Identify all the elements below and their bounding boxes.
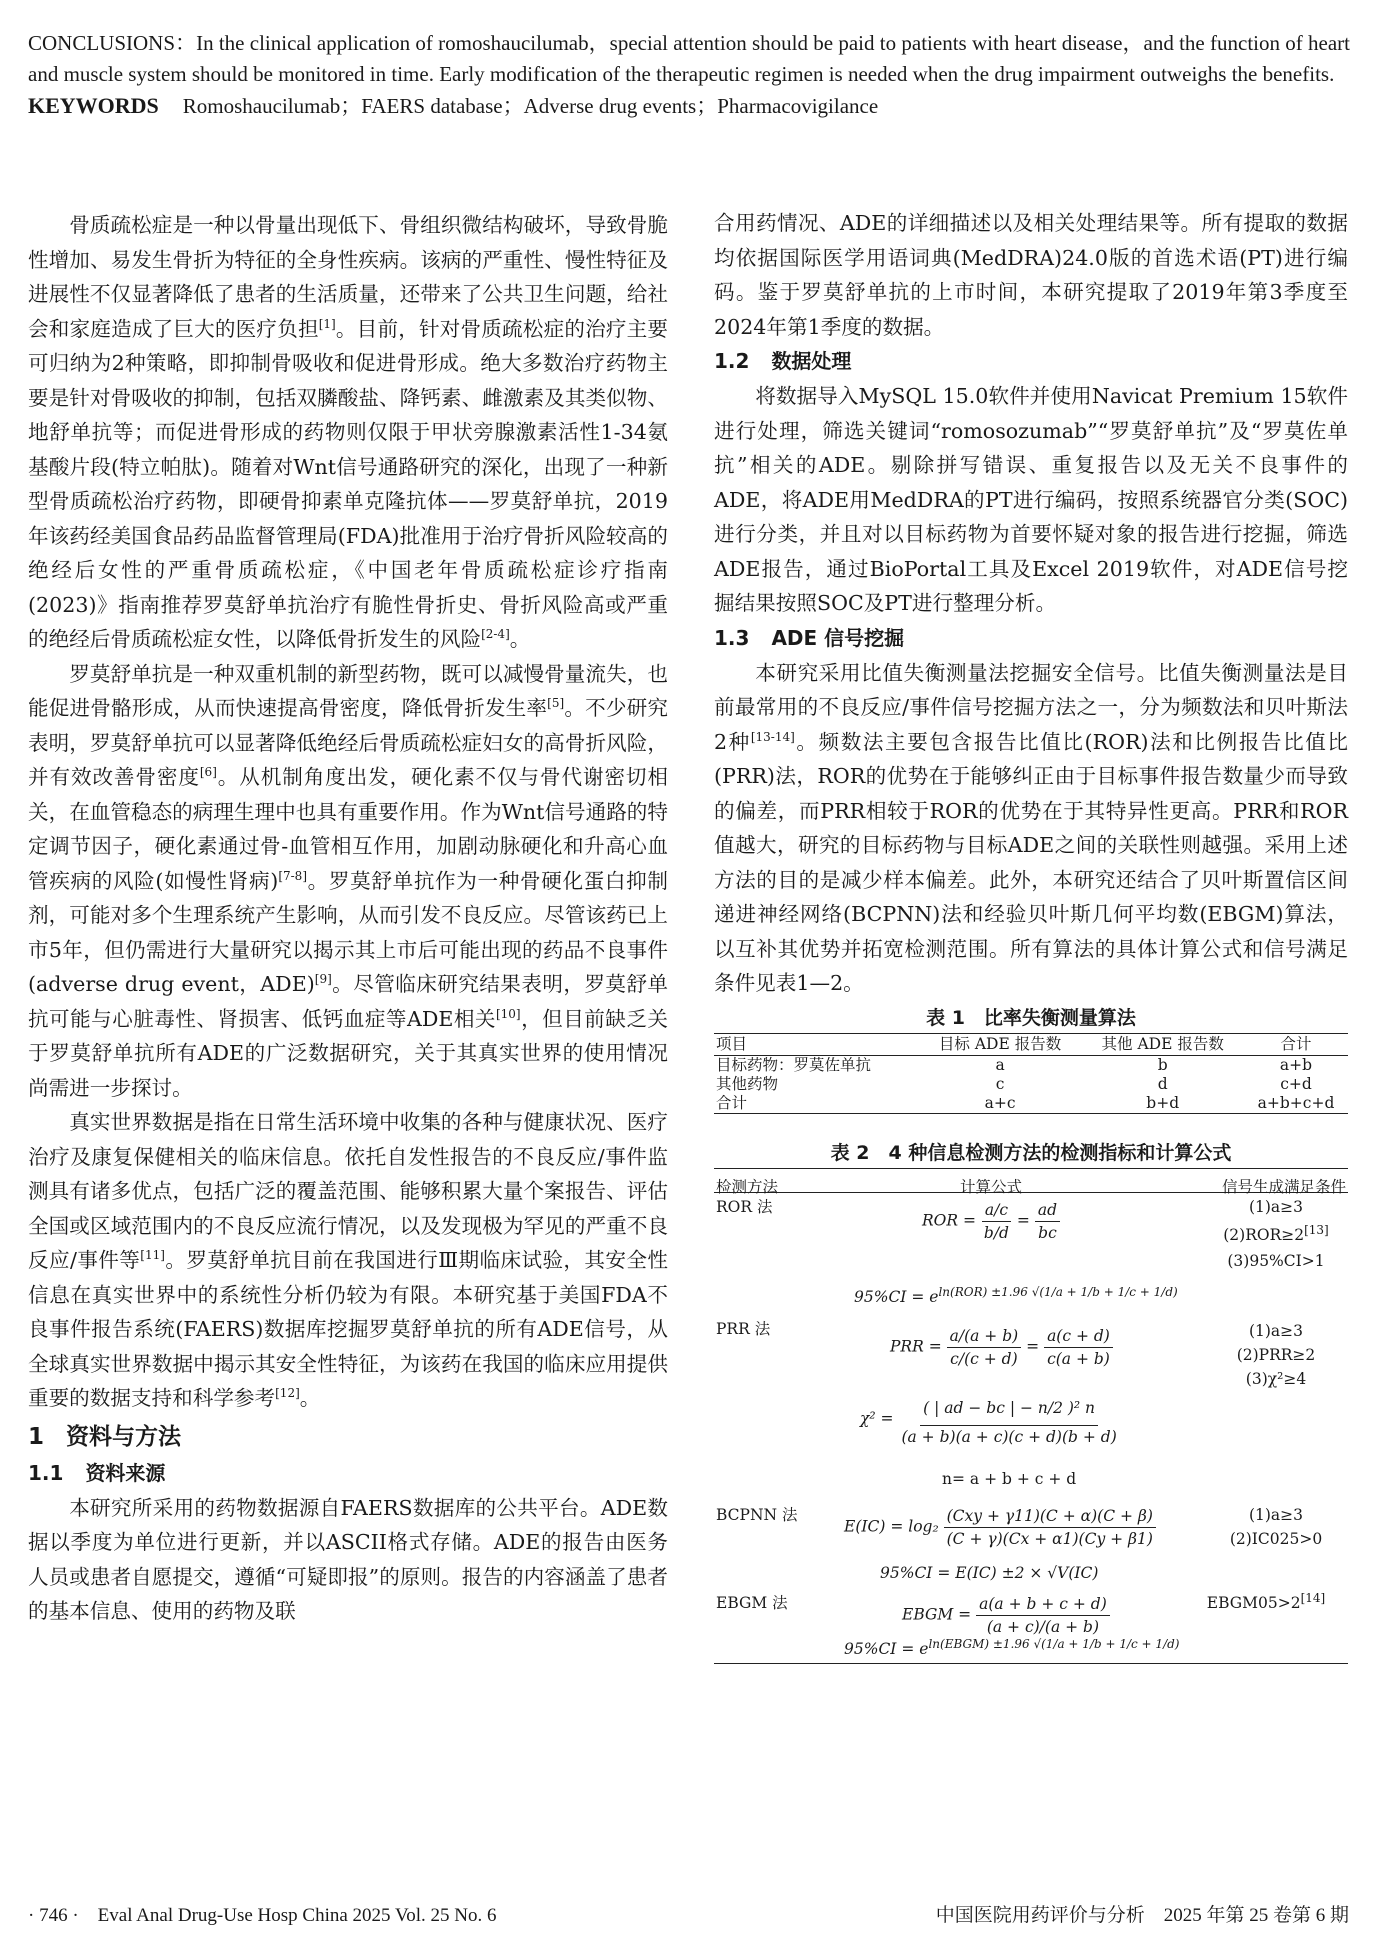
denominator: c(a + b) (1047, 1349, 1110, 1368)
ebgm-formula (902, 1593, 1110, 1638)
intro-paragraph-3 (28, 1105, 668, 1416)
formula-lhs: 95%CI = e (844, 1639, 929, 1658)
text-run: 。尽管临床研究结果表明，罗莫舒单抗可能与心脏毒性、肾损害、低钙血症等ADE相关 (28, 972, 669, 1031)
chi-square-formula (860, 1391, 1120, 1448)
english-abstract (28, 28, 1350, 122)
denominator: b/d (983, 1223, 1009, 1242)
data-processing-paragraph: 将数据导入MySQL 15.0软件并使用Navicat Premium 15软件进行处理，筛选关键词“romosozumab”“罗莫舒单抗”及“罗莫佐单抗”相关的ADE。剔除拼写错误、重复报告以及无关不良事件的ADE，将ADE用MedDRA的PT进行编码，按照系统器官分类(SOC)进行分类，并且对以目标药物为首要怀疑对象的报告进行挖掘，筛选ADE报告，通过BioPortal工具及Excel 2019软件，对ADE信号挖掘结果按照SOC及PT进行整理分析。 (714, 384, 1348, 615)
table-cell: a+b+c+d (1244, 1094, 1348, 1114)
ror-formula (922, 1199, 1060, 1244)
text-run: ，但目前缺乏关于罗莫舒单抗所有ADE的广泛数据研究，关于其真实世界的使用情况尚需进一步探讨。 (28, 1006, 669, 1100)
ror-ci-formula (854, 1284, 1178, 1307)
intro-paragraph-1 (28, 208, 668, 657)
formula-lhs: 95%CI = e (854, 1287, 939, 1306)
method-bcpnn-label: BCPNN 法 (716, 1505, 798, 1524)
numerator: a(a + b + c + d) (976, 1593, 1110, 1616)
signal-mining-paragraph (714, 656, 1348, 1001)
table-header-cell: 目标 ADE 报告数 (919, 1033, 1082, 1055)
text-run: 。 (299, 1386, 321, 1410)
table-2-title: 表 2 4 种信息检测方法的检测指标和计算公式 (830, 1141, 1232, 1164)
keywords-line (28, 90, 1350, 122)
fraction (898, 1391, 1119, 1448)
citation: [2-4] (481, 627, 510, 642)
keywords-label: KEYWORDS (28, 93, 159, 118)
denominator: bc (1038, 1223, 1057, 1242)
fraction (947, 1325, 1022, 1370)
fraction (1035, 1199, 1060, 1244)
section-heading-1-1 (28, 1456, 668, 1491)
text-run: 。从机制角度出发，硬化素不仅与骨代谢密切相关，在血管稳态的病理生理中也具有重要作用。作为Wnt信号通路的特定调节因子，硬化素通过骨-血管相互作用，加剧动脉硬化和升高心血管疾病的风险(如慢性肾病) (28, 765, 669, 893)
ror-conditions (1216, 1197, 1336, 1271)
data-source-paragraph: 本研究所采用的药物数据源自FAERS数据库的公共平台。ADE数据以季度为单位进行更新，并以ASCII格式存储。ADE的报告由医务人员或患者自愿提交，遵循“可疑即报”的原则。报告的内容涵盖了患者的基本信息、使用的药物及联 (28, 1495, 668, 1623)
table-cell: a+b (1279, 1055, 1313, 1074)
bcpnn-ci-formula: 95%CI = E(IC) ±2 × √V(IC) (880, 1563, 1099, 1582)
method-ebgm-label: EBGM 法 (716, 1593, 788, 1612)
intro-paragraph-2 (28, 657, 668, 1106)
keywords-text: Romoshaucilumab；FAERS database；Adverse drug events；Pharmacovigilance (182, 94, 879, 118)
formula-lhs: PRR = (890, 1337, 942, 1355)
citation: [7-8] (278, 868, 307, 883)
footer-left: · 746 · Eval Anal Drug-Use Hosp China 2025 Vol. 25 No. 6 (28, 1905, 497, 1926)
table-header-cell: 项目 (714, 1033, 919, 1055)
ebgm-conditions (1196, 1590, 1336, 1613)
formula-lhs: ROR = (922, 1211, 976, 1229)
table-row (714, 1094, 1348, 1114)
condition-text: (2)ROR≥2 (1223, 1225, 1305, 1244)
table-cell: 目标药物：罗莫佐单抗 (716, 1055, 872, 1074)
condition: (3)95%CI>1 (1227, 1251, 1325, 1270)
conclusions-label: CONCLUSIONS (28, 31, 176, 55)
method-prr-label: PRR 法 (716, 1319, 771, 1338)
table-header-cell: 检测方法 (716, 1177, 779, 1196)
formula-lhs: χ² = (860, 1409, 894, 1427)
condition-text: EBGM05>2 (1206, 1593, 1301, 1612)
table-cell: b (1157, 1055, 1168, 1074)
table-cell: b+d (1081, 1094, 1244, 1114)
condition: (2)PRR≥2 (1236, 1345, 1316, 1364)
ebgm-ci-formula (844, 1636, 1180, 1659)
text-run: 。罗莫舒单抗目前在我国进行Ⅲ期临床试验，其安全性信息在真实世界中的系统性分析仍较为有限。本研究基于美国FDA不良事件报告系统(FAERS)数据库挖掘罗莫舒单抗的所有ADE信号，从全球真实世界数据中揭示其安全性特征，为该药在我国的临床应用提供重要的数据支持和科学参考 (28, 1248, 668, 1410)
table-cell: a (995, 1055, 1005, 1074)
table-cell: 合计 (714, 1094, 919, 1114)
n-definition: n= a + b + c + d (942, 1469, 1077, 1488)
formula-lhs: E(IC) = log₂ (844, 1517, 939, 1535)
denominator: c/(c + d) (950, 1349, 1018, 1368)
numerator: ad (1035, 1199, 1060, 1222)
citation: [13] (1304, 1222, 1329, 1237)
table-header-row (714, 1033, 1348, 1055)
table-cell: d (1157, 1074, 1168, 1093)
citation: [13-14] (750, 729, 795, 744)
text-run: 。 (509, 627, 531, 651)
condition: (1)a≥3 (1248, 1197, 1304, 1216)
bcpnn-conditions (1216, 1505, 1336, 1549)
section-title: 资料与方法 (66, 1423, 182, 1450)
fraction (1044, 1325, 1113, 1370)
table-header-cell: 计算公式 (960, 1177, 1023, 1196)
table-cell: c+d (1280, 1074, 1312, 1093)
text-run: 本研究采用比值失衡测量法挖掘安全信号。比值失衡测量法是目前最常用的不良反应/事件信号挖掘方法之一，分为频数法和贝叶斯法2种 (714, 660, 1348, 754)
numerator: a/c (982, 1199, 1011, 1222)
bcpnn-formula (844, 1505, 1156, 1550)
table-header-cell: 其他 ADE 报告数 (1081, 1033, 1244, 1055)
denominator: (a + b)(a + c)(c + d)(b + d) (901, 1427, 1117, 1446)
text-run: 。不少研究表明，罗莫舒单抗可以显著降低绝经后骨质疏松症妇女的高骨折风险，并有效改善骨密度 (28, 696, 669, 789)
citation: [11] (140, 1248, 165, 1263)
conclusions-text: ：In the clinical application of romoshaucilumab，special attention should be paid to patients with heart disease，and the function of heart and muscle system should be monitored in time. Early modification of the therapeutic regimen is needed when the drug impairment outweighs the benefits. (28, 31, 1350, 86)
equals: = (1016, 1211, 1030, 1229)
exponent: ln(EBGM) ±1.96 √(1/a + 1/b + 1/c + 1/d) (928, 1636, 1180, 1651)
prr-conditions (1216, 1321, 1336, 1389)
text-run: 。罗莫舒单抗作为一种骨硬化蛋白抑制剂，可能对多个生理系统产生影响，从而引发不良反应。尽管该药已上市5年，但仍需进行大量研究以揭示其上市后可能出现的药品不良事件(adverse drug event，ADE) (28, 868, 669, 996)
numerator: a(c + d) (1044, 1325, 1113, 1348)
table-header-cell: 信号生成满足条件 (1221, 1177, 1346, 1196)
table-2 (714, 1168, 1348, 1664)
condition (1216, 1222, 1336, 1245)
text-run: 罗莫舒单抗是一种双重机制的新型药物，既可以减慢骨量流失，也能促进骨骼形成，从而快速提高骨密度，降低骨折发生率 (28, 661, 668, 720)
right-column (714, 206, 1348, 1664)
section-heading-1-2 (714, 344, 1348, 379)
numerator: ( | ad − bc | − n/2 )² n (920, 1391, 1098, 1426)
section-title: ADE 信号挖掘 (771, 625, 905, 650)
conclusions-paragraph (28, 28, 1350, 90)
fraction (981, 1199, 1012, 1244)
section-number: 1.3 (714, 625, 750, 650)
table-header-cell: 合计 (1244, 1033, 1348, 1055)
left-column (28, 208, 668, 1629)
method-ror-label: ROR 法 (716, 1197, 773, 1216)
table-1-title: 表 1 比率失衡测量算法 (926, 1006, 1136, 1029)
numerator: a/(a + b) (947, 1325, 1022, 1348)
table-2-header (714, 1169, 1348, 1196)
citation: [5] (547, 696, 565, 711)
condition: (3)χ²≥4 (1245, 1369, 1307, 1388)
citation: [12] (275, 1386, 300, 1401)
citation: [10] (495, 1006, 521, 1021)
condition: (1)a≥3 (1248, 1505, 1304, 1524)
table-cell: 其他药物 (716, 1074, 779, 1093)
condition: (2)IC025>0 (1229, 1529, 1323, 1548)
section-number: 1 (28, 1423, 45, 1450)
numerator: (Cxy + γ11)(C + α)(C + β) (944, 1505, 1156, 1528)
fraction (976, 1593, 1110, 1638)
citation: [6] (199, 765, 217, 780)
condition: (1)a≥3 (1248, 1321, 1304, 1340)
section-heading-1 (28, 1418, 668, 1456)
table-cell: a+c (919, 1094, 1082, 1114)
table-row (714, 1075, 1348, 1094)
denominator: (a + c)/(a + b) (986, 1617, 1100, 1636)
text-run: 。目前，针对骨质疏松症的治疗主要可归纳为2种策略，即抑制骨吸收和促进骨形成。绝大多数治疗药物主要是针对骨吸收的抑制，包括双膦酸盐、降钙素、雌激素及其类似物、地舒单抗等；而促进骨形成的药物则仅限于甲状旁腺激素活性1-34氨基酸片段(特立帕肽)。随着对Wnt信号通路研究的深化，出现了一种新型骨质疏松治疗药物，即硬骨抑素单克隆抗体——罗莫舒单抗，2019年该药经美国食品药品监督管理局(FDA)批准用于治疗骨折风险较高的绝经后女性的严重骨质疏松症，《中国老年骨质疏松症诊疗指南(2023)》指南推荐罗莫舒单抗治疗有脆性骨折史、骨折风险高或严重的绝经后骨质疏松症女性，以降低骨折发生的风险 (28, 316, 668, 651)
text-run: 骨质疏松症是一种以骨量出现低下、骨组织微结构破坏，导致骨脆性增加、易发生骨折为特征的全身性疾病。该病的严重性、慢性特征及进展性不仅显著降低了患者的生活质量，还带来了公共卫生问题，给社会和家庭造成了巨大的医疗负担 (28, 213, 668, 341)
table-row (714, 1055, 1348, 1075)
section-number: 1.1 (28, 1460, 64, 1485)
table-cell: c (995, 1074, 1005, 1093)
denominator: (C + γ)(Cx + α1)(Cy + β1) (946, 1529, 1153, 1548)
equals: = (1026, 1337, 1040, 1355)
section-heading-1-3 (714, 621, 1348, 656)
text-run: 。频数法主要包含报告比值比(ROR)法和比例报告比值比(PRR)法，ROR的优势在于能够纠正由于目标事件报告数量少而导致的偏差，而PRR相较于ROR的优势在于其特异性更高。PRR和ROR值越大，研究的目标药物与目标ADE之间的关联性则越强。采用上述方法的目的是减少样本偏差。此外，本研究还结合了贝叶斯置信区间递进神经网络(BCPNN)法和经验贝叶斯几何平均数(EBGM)算法，以互补其优势并拓宽检测范围。所有算法的具体计算公式和信号满足条件见表1—2。 (714, 729, 1348, 995)
prr-formula (890, 1325, 1113, 1370)
citation: [9] (314, 972, 332, 987)
text-run: 真实世界数据是指在日常生活环境中收集的各种与健康状况、医疗治疗及康复保健相关的临床信息。依托自发性报告的不良反应/事件监测具有诸多优点，包括广泛的覆盖范围、能够积累大量个案报告、评估全国或区域范围内的不良反应流行情况，以及发现极为罕见的严重不良反应/事件等 (28, 1110, 668, 1272)
exponent: ln(ROR) ±1.96 √(1/a + 1/b + 1/c + 1/d) (938, 1284, 1178, 1299)
fraction (944, 1505, 1156, 1550)
citation: [1] (318, 316, 336, 331)
data-source-paragraph-cont: 合用药情况、ADE的详细描述以及相关处理结果等。所有提取的数据均依据国际医学用语词典(MedDRA)24.0版的首选术语(PT)进行编码。鉴于罗莫舒单抗的上市时间，本研究提取了2019年第3季度至2024年第1季度的数据。 (714, 211, 1348, 339)
footer-right: 中国医院用药评价与分析 2025 年第 25 卷第 6 期 (935, 1905, 1349, 1926)
section-title: 资料来源 (85, 1460, 166, 1485)
table-1 (714, 1033, 1348, 1114)
citation: [14] (1300, 1590, 1326, 1605)
section-number: 1.2 (714, 349, 750, 373)
section-title: 数据处理 (771, 349, 852, 373)
formula-lhs: EBGM = (902, 1605, 972, 1623)
